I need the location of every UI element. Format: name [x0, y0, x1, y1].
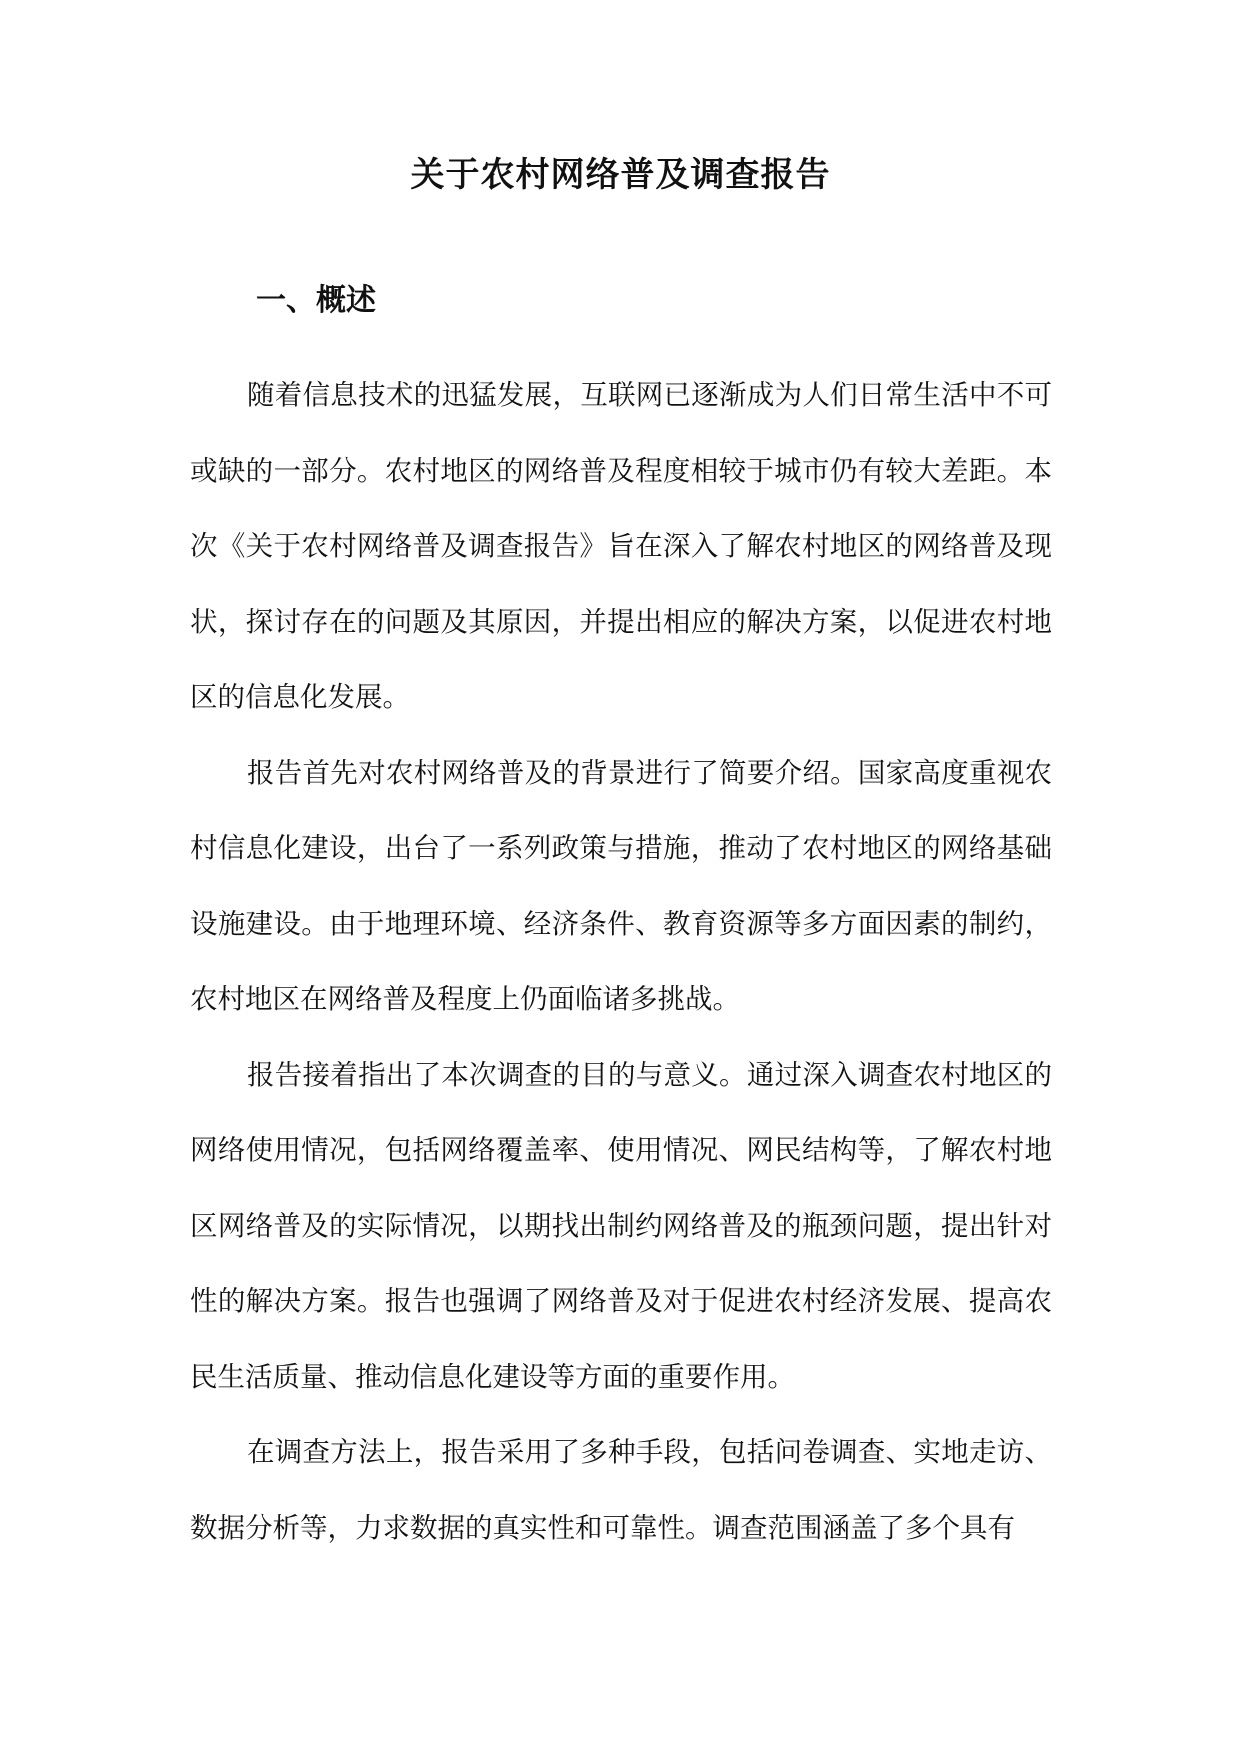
section-heading-overview: 一、概述 — [256, 283, 376, 318]
body-paragraph: 报告接着指出了本次调查的目的与意义。通过深入调查农村地区的网络使用情况，包括网络覆盖率、使用情况、网民结构等，了解农村地区网络普及的实际情况，以期找出制约网络普及的瓶颈问题，提出针对性的解决方案。报告也强调了网络普及对于促进农村经济发展、提高农民生活质量、推动信息化建设等方面的重要作用。 — [190, 1058, 1052, 1393]
body-paragraph: 报告首先对农村网络普及的背景进行了简要介绍。国家高度重视农村信息化建设，出台了一系列政策与措施，推动了农村地区的网络基础设施建设。由于地理环境、经济条件、教育资源等多方面因素的制约，农村地区在网络普及程度上仍面临诸多挑战。 — [190, 756, 1052, 1015]
document-body — [190, 358, 1052, 1566]
document-title: 关于农村网络普及调查报告 — [410, 155, 831, 195]
body-paragraph: 在调查方法上，报告采用了多种手段，包括问卷调查、实地走访、数据分析等，力求数据的真实性和可靠性。调查范围涵盖了多个具有 — [190, 1436, 1052, 1544]
body-paragraph: 随着信息技术的迅猛发展，互联网已逐渐成为人们日常生活中不可或缺的一部分。农村地区的网络普及程度相较于城市仍有较大差距。本次《关于农村网络普及调查报告》旨在深入了解农村地区的网络普及现状，探讨存在的问题及其原因，并提出相应的解决方案，以促进农村地区的信息化发展。 — [190, 379, 1052, 713]
